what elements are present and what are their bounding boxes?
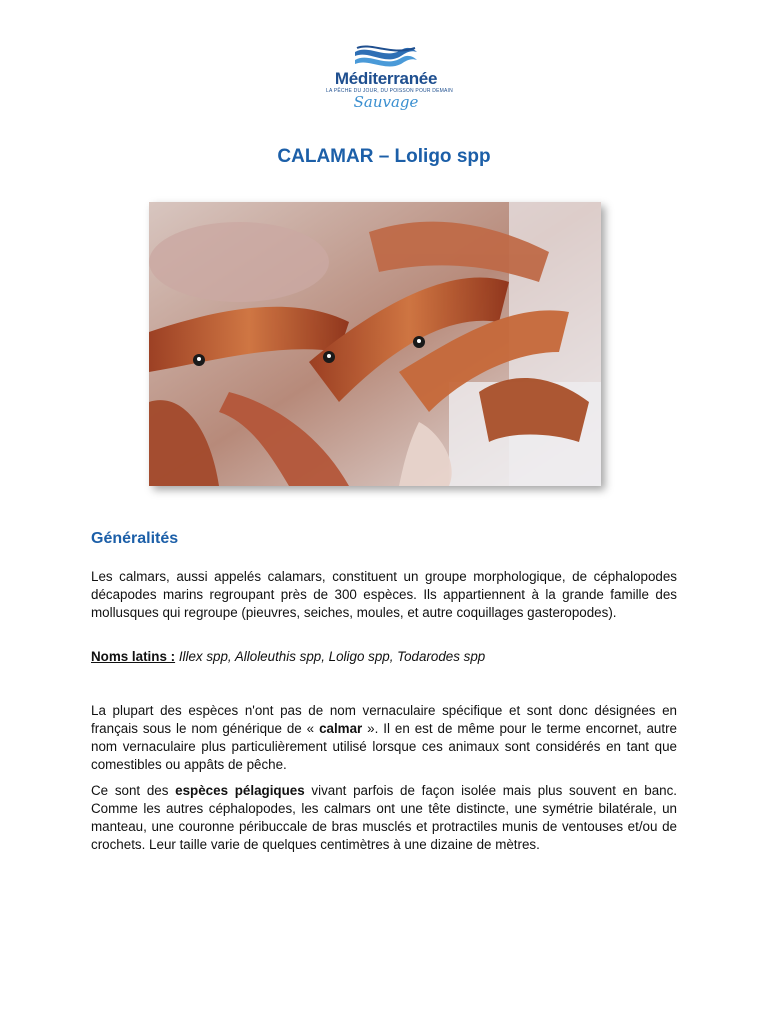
p3-text-b: ». Il en est de même pour le terme encornet, autre nom vernaculaire plus particulièrement utilisé lorsque ces animaux sont considérés en tant que comestibles ou appâts de pêche. — [91, 721, 677, 772]
paragraph-vernacular — [91, 702, 677, 774]
paragraph-pelagic — [91, 782, 677, 854]
latin-names-label: Noms latins : — [91, 649, 176, 664]
p4-text-b: vivant parfois de façon isolée mais plus souvent en banc. Comme les autres céphalopodes, les calmars ont une tête distincte, une symétrie bilatérale, un manteau, une couronne péribuccale de bras musclés et protractiles munis de ventouses et/ou de crochets. Leur taille varie de quelques centimètres à une dizaine de mètres. — [91, 783, 678, 852]
paragraph-intro: Les calmars, aussi appelés calamars, constituent un groupe morphologique, de céphalopodes décapodes marins regroupant près de 300 espèces. Ils appartiennent à la grande famille des mollusques qui regroupe (pieuvres, seiches, moules, et autre coquillages gasteropodes). — [91, 569, 677, 620]
logo-name: Méditerranée — [334, 69, 438, 88]
section-heading: Généralités — [91, 530, 179, 547]
p4-text-a: Ce sont des — [91, 783, 176, 798]
p4-bold: espèces pélagiques — [175, 783, 305, 798]
fish-wave-icon — [351, 44, 421, 70]
squid-photo — [149, 202, 601, 486]
latin-names — [91, 648, 677, 666]
latin-names-value: Illex spp, Alloleuthis spp, Loligo spp, Todarodes spp — [178, 649, 486, 664]
p3-text-a: La plupart des espèces n'ont pas de nom vernaculaire spécifique et sont donc désignées en français sous le nom générique de « — [91, 703, 677, 736]
brand-logo — [326, 44, 453, 130]
p3-bold: calmar — [319, 721, 363, 736]
page-title: CALAMAR – Loligo spp — [277, 146, 491, 167]
logo-script: Sauvage — [353, 93, 419, 111]
logo-tagline: LA PÊCHE DU JOUR, DU POISSON POUR DEMAIN — [326, 88, 453, 94]
